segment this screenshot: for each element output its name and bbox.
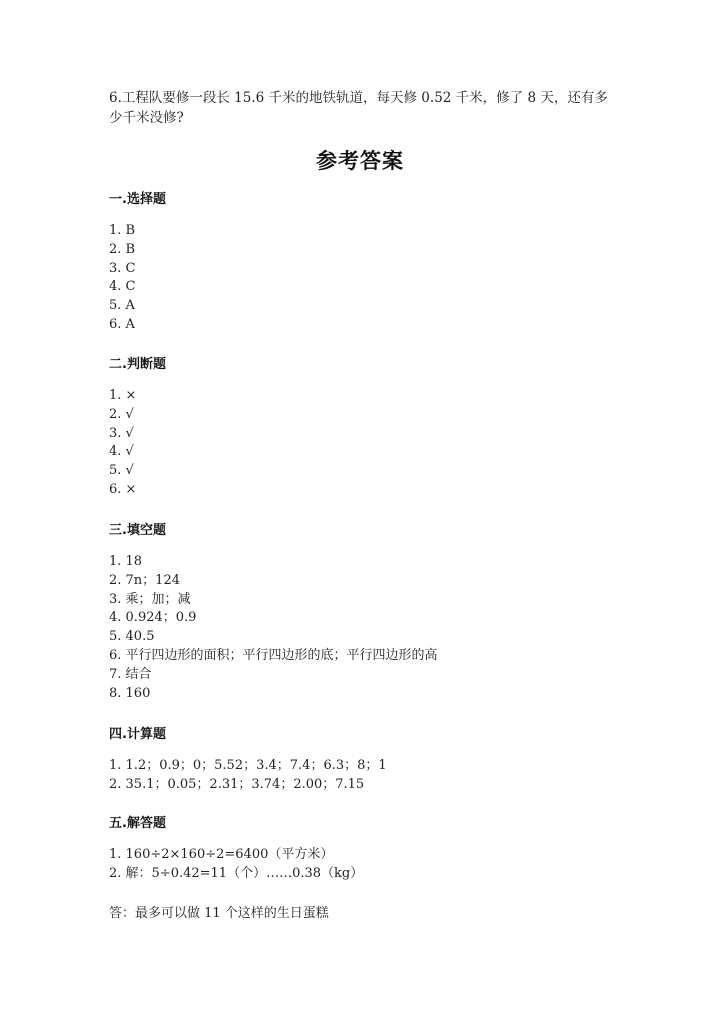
list-item: 5. A xyxy=(109,298,135,314)
fill-blank-answer-list xyxy=(109,553,438,703)
list-item: 4. 0.924；0.9 xyxy=(109,610,197,626)
list-item: 4. C xyxy=(109,279,136,295)
list-item: 2. 解：5÷0.42=11（个）……0.38（kg） xyxy=(109,865,364,881)
final-answer-text: 答：最多可以做 11 个这样的生日蛋糕 xyxy=(109,906,329,921)
answer-key-title: 参考答案 xyxy=(316,149,404,173)
choice-answer-list xyxy=(109,222,135,335)
list-item: 1. 18 xyxy=(109,554,143,569)
list-item: 5. √ xyxy=(109,463,134,479)
section-heading-solution: 五.解答题 xyxy=(109,816,166,831)
list-item: 2. 35.1；0.05；2.31；3.74；2.00；7.15 xyxy=(109,776,365,792)
list-item: 6. 平行四边形的面积；平行四边形的底；平行四边形的高 xyxy=(109,647,438,663)
solution-answer-list xyxy=(109,846,363,884)
list-item: 6. × xyxy=(109,481,137,497)
list-item: 6. A xyxy=(109,316,135,332)
list-item: 3. C xyxy=(109,260,136,276)
list-item: 1. B xyxy=(109,223,136,238)
section-heading-fill-blank: 三.填空题 xyxy=(109,523,166,538)
question-6-text: 6.工程队要修一段长 15.6 千米的地铁轨道，每天修 0.52 千米，修了 8 天，还有多少千米没修? xyxy=(109,90,608,126)
list-item: 7. 结合 xyxy=(109,666,152,682)
list-item: 3. √ xyxy=(109,425,134,441)
list-item: 3. 乘；加；减 xyxy=(109,591,191,607)
list-item: 2. 7n；124 xyxy=(109,572,180,588)
judgement-answer-list xyxy=(109,387,136,500)
calculation-answer-list xyxy=(109,757,387,795)
section-heading-choice: 一.选择题 xyxy=(109,192,166,207)
list-item: 1. 1.2；0.9；0；5.52；3.4；7.4；6.3；8；1 xyxy=(109,758,387,773)
list-item: 8. 160 xyxy=(109,685,151,701)
list-item: 4. √ xyxy=(109,444,134,460)
list-item: 1. 160÷2×160÷2=6400（平方米） xyxy=(109,847,334,862)
list-item: 2. √ xyxy=(109,406,134,422)
list-item: 1. × xyxy=(109,388,137,403)
section-heading-calculation: 四.计算题 xyxy=(109,727,166,742)
list-item: 5. 40.5 xyxy=(109,629,155,645)
section-heading-judgement: 二.判断题 xyxy=(109,357,166,372)
list-item: 2. B xyxy=(109,241,136,257)
